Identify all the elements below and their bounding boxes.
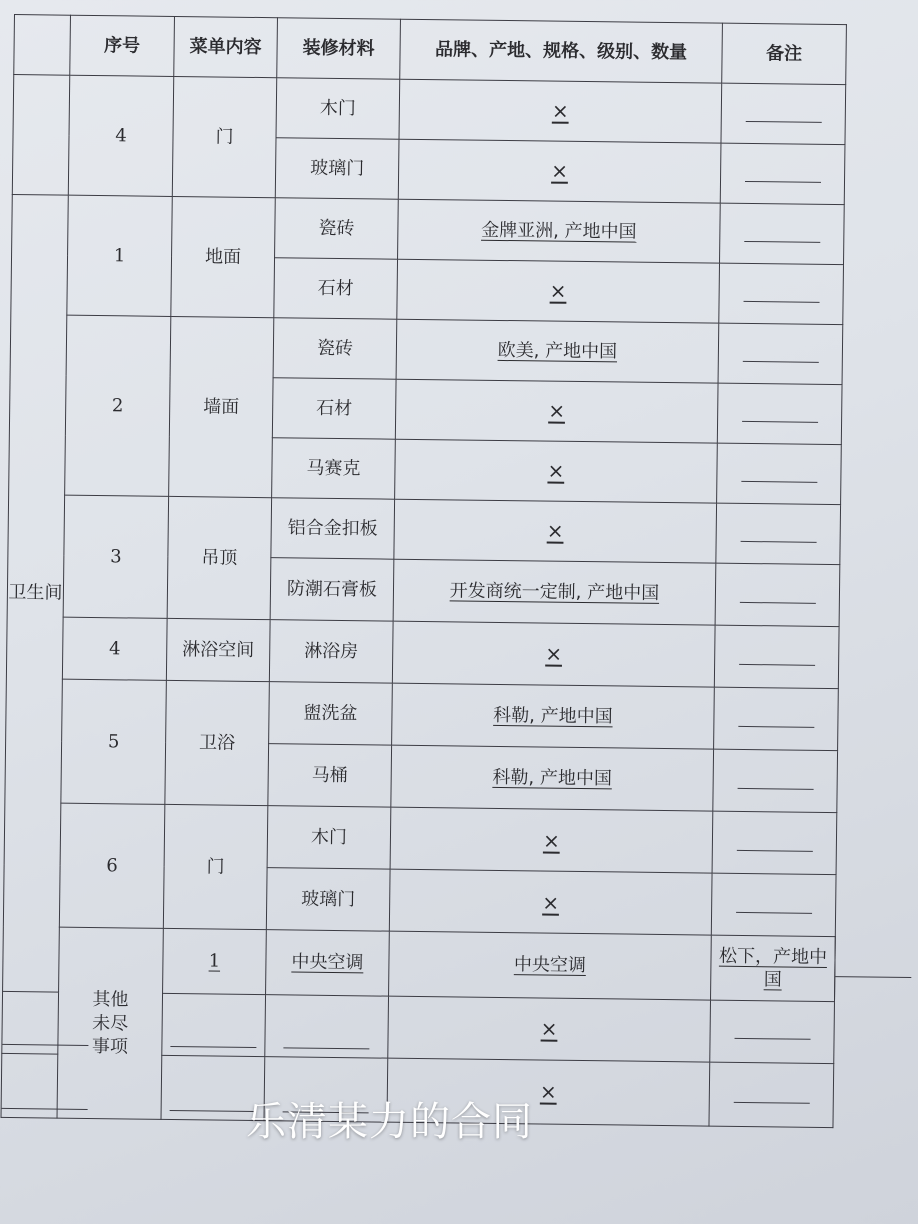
seq-cell: 6 bbox=[59, 803, 165, 928]
spec-text: 开发商统一定制, 产地中国 bbox=[449, 580, 660, 604]
table-row bbox=[4, 803, 837, 875]
table-row bbox=[6, 679, 839, 751]
material-cell: 玻璃门 bbox=[266, 868, 390, 932]
material-cell: 木门 bbox=[276, 78, 400, 139]
spec-text: 科勒, 产地中国 bbox=[492, 766, 613, 790]
remark-blank bbox=[742, 420, 818, 423]
spec-cell bbox=[399, 79, 722, 143]
seq-text: 1 bbox=[208, 950, 221, 972]
remark-cell bbox=[717, 383, 842, 445]
remark-blank bbox=[738, 725, 814, 728]
menu-cell bbox=[266, 930, 390, 996]
watermark-caption: 乐清某力的合同 bbox=[246, 1099, 533, 1145]
spec-mark: × bbox=[551, 98, 569, 124]
material-cell bbox=[389, 932, 712, 1000]
spec-text: 松下，产地中国 bbox=[718, 945, 828, 991]
table-row bbox=[3, 927, 836, 1001]
spec-cell bbox=[398, 139, 721, 203]
material-cell: 盥洗盆 bbox=[269, 682, 393, 746]
menu-cell: 淋浴空间 bbox=[166, 618, 270, 681]
material-cell: 马桶 bbox=[268, 744, 392, 808]
spec-mark: × bbox=[549, 278, 567, 304]
spec-mark: × bbox=[548, 398, 566, 424]
remark-cell bbox=[714, 687, 839, 751]
section-bathroom: 卫生间 bbox=[3, 194, 69, 991]
spec-cell bbox=[398, 199, 721, 263]
spec-cell bbox=[396, 319, 719, 383]
remark-blank bbox=[745, 120, 821, 123]
remark-cell bbox=[720, 203, 845, 265]
spec-cell bbox=[395, 439, 718, 503]
spec-mark: × bbox=[539, 1079, 557, 1104]
material-cell: 马赛克 bbox=[272, 438, 396, 499]
header-menu: 菜单内容 bbox=[174, 16, 278, 77]
seq-blank bbox=[2, 1043, 88, 1046]
spec-text: 金牌亚洲, 产地中国 bbox=[481, 219, 637, 243]
spec-mark: × bbox=[542, 890, 560, 915]
material-cell: 防潮石膏板 bbox=[270, 558, 394, 622]
spec-cell bbox=[711, 936, 836, 1002]
spec-text: 欧美, 产地中国 bbox=[497, 339, 618, 363]
menu-text: 中央空调 bbox=[291, 951, 364, 974]
spec-cell bbox=[397, 259, 720, 323]
spec-text: 科勒, 产地中国 bbox=[493, 704, 613, 728]
material-cell: 玻璃门 bbox=[275, 138, 399, 199]
contract-page bbox=[1, 14, 846, 1128]
menu-blank bbox=[170, 1109, 256, 1112]
material-cell: 木门 bbox=[267, 806, 391, 870]
remark-cell bbox=[718, 323, 843, 385]
spec-cell bbox=[392, 621, 715, 687]
header-seq: 序号 bbox=[70, 15, 175, 76]
remark-blank bbox=[743, 300, 819, 303]
seq-blank bbox=[2, 1107, 88, 1110]
material-text: 中央空调 bbox=[513, 954, 587, 977]
remark-blank bbox=[740, 540, 816, 543]
spec-cell bbox=[389, 870, 712, 936]
header-row bbox=[14, 15, 847, 85]
seq-cell: 2 bbox=[65, 315, 171, 496]
remark-cell bbox=[713, 749, 838, 813]
remark-cell bbox=[720, 143, 845, 205]
remark-cell bbox=[721, 83, 846, 145]
header-remark: 备注 bbox=[722, 23, 847, 85]
spec-mark: × bbox=[540, 1016, 558, 1041]
table-row bbox=[6, 617, 839, 689]
remark-blank bbox=[736, 849, 812, 852]
material-blank bbox=[283, 1046, 369, 1049]
table-row bbox=[10, 314, 843, 384]
material-cell: 淋浴房 bbox=[269, 620, 393, 684]
spec-cell bbox=[390, 807, 713, 873]
header-spec: 品牌、产地、规格、级别、数量 bbox=[400, 19, 723, 83]
table-row bbox=[8, 494, 841, 564]
seq-cell bbox=[163, 929, 267, 994]
remark-blank bbox=[742, 360, 818, 363]
remark-cell bbox=[717, 443, 842, 505]
table-row bbox=[13, 75, 846, 145]
spec-mark: × bbox=[547, 458, 565, 484]
seq-cell: 3 bbox=[63, 495, 168, 618]
seq-cell: 4 bbox=[68, 75, 173, 196]
remark-blank bbox=[741, 480, 817, 483]
spec-mark: × bbox=[542, 828, 560, 853]
spec-cell bbox=[393, 559, 716, 625]
remark-cell bbox=[712, 811, 837, 875]
remark-cell bbox=[716, 503, 841, 565]
remark-blank bbox=[737, 787, 813, 790]
remark-blank bbox=[733, 1101, 809, 1104]
material-cell: 石材 bbox=[274, 258, 398, 319]
material-cell: 石材 bbox=[272, 378, 396, 439]
remark-blank bbox=[739, 601, 815, 604]
menu-cell: 墙面 bbox=[169, 316, 274, 497]
menu-cell bbox=[162, 993, 266, 1056]
remark-blank bbox=[734, 1037, 810, 1040]
remark-cell bbox=[710, 1000, 835, 1064]
seq-cell bbox=[2, 991, 59, 1054]
material-cell bbox=[265, 994, 389, 1058]
spec-mark: × bbox=[551, 158, 569, 184]
header-material: 装修材料 bbox=[277, 18, 401, 79]
menu-cell: 门 bbox=[172, 76, 276, 197]
remark-blank bbox=[736, 911, 812, 914]
material-cell: 瓷砖 bbox=[273, 318, 397, 379]
seq-cell: 1 bbox=[67, 195, 172, 316]
menu-cell: 吊顶 bbox=[167, 496, 271, 619]
remark-blank bbox=[739, 663, 815, 666]
spec-cell bbox=[395, 379, 718, 443]
menu-blank bbox=[170, 1045, 256, 1048]
remark-blank bbox=[835, 975, 911, 978]
menu-cell: 地面 bbox=[171, 196, 275, 317]
spec-cell bbox=[391, 745, 714, 811]
spec-mark: × bbox=[545, 641, 563, 667]
materials-table bbox=[1, 14, 847, 1128]
remark-cell bbox=[709, 1062, 834, 1128]
remark-cell bbox=[719, 263, 844, 325]
spec-mark: × bbox=[546, 518, 564, 544]
menu-cell: 卫浴 bbox=[165, 681, 270, 806]
spec-cell bbox=[392, 683, 715, 749]
header-section bbox=[14, 15, 71, 76]
remark-cell bbox=[714, 625, 839, 689]
seq-cell bbox=[1, 1053, 58, 1118]
material-cell: 瓷砖 bbox=[275, 198, 399, 259]
remark-blank bbox=[745, 180, 821, 183]
material-cell: 铝合金扣板 bbox=[271, 498, 395, 559]
remark-cell bbox=[715, 563, 840, 627]
section-other-label: 其他未尽事项 bbox=[91, 989, 129, 1058]
remark-blank bbox=[744, 240, 820, 243]
menu-cell: 门 bbox=[163, 805, 268, 930]
seq-cell: 5 bbox=[61, 679, 167, 804]
seq-cell: 4 bbox=[62, 617, 167, 680]
table-row bbox=[12, 194, 845, 264]
spec-cell bbox=[394, 499, 717, 563]
section-cell-continued bbox=[12, 75, 69, 196]
section-other bbox=[57, 928, 163, 1120]
spec-cell bbox=[388, 996, 711, 1062]
remark-cell bbox=[711, 873, 836, 937]
